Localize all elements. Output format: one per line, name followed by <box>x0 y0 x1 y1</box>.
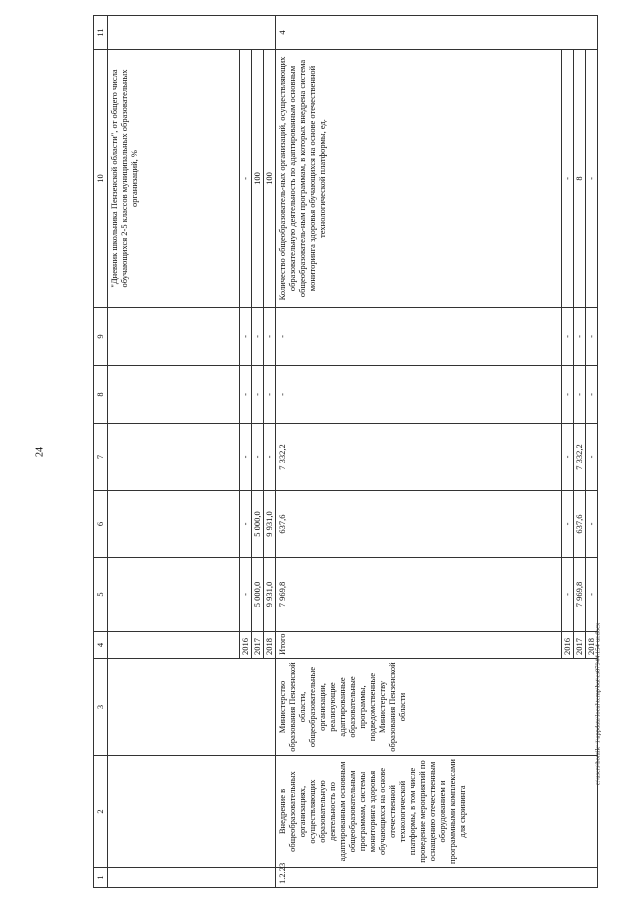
header-cell: 6 <box>94 491 108 558</box>
header-cell: 3 <box>94 659 108 756</box>
value-cell: - <box>264 366 276 424</box>
header-row <box>94 16 108 888</box>
value-cell: - <box>586 366 598 424</box>
value-cell: 7 969,8 <box>574 558 586 632</box>
value-cell: - <box>562 424 574 491</box>
cell-empty <box>108 632 240 659</box>
value-cell: - <box>276 366 562 424</box>
value-cell: - <box>574 308 586 366</box>
item-number: 1.2.23 <box>276 868 598 888</box>
activity-description: Внедрение в общеобразовательных организациях, осуществляющих образовательную деятельность по адаптированным основным общеобразовательным программам, системы мониторинга здоровья обучающихся на основе отечественной технологической платформы, в том числе проведение мероприятий по оснащению отечественным оборудованием и программными комплексами для скрининга <box>276 756 598 868</box>
cell-empty <box>108 424 240 491</box>
value-cell: 100 <box>264 50 276 308</box>
header-cell: 2 <box>94 756 108 868</box>
value-cell: 8 <box>574 50 586 308</box>
value-cell: - <box>264 424 276 491</box>
year-cell: 2017 <box>574 632 586 659</box>
value-cell: - <box>586 50 598 308</box>
value-cell: - <box>240 366 252 424</box>
value-cell: - <box>240 424 252 491</box>
header-cell: 9 <box>94 308 108 366</box>
value-cell: 637,6 <box>276 491 562 558</box>
year-cell: 2018 <box>586 632 598 659</box>
header-cell: 1 <box>94 868 108 888</box>
value-cell: - <box>562 558 574 632</box>
cell-empty <box>108 756 276 868</box>
cell-empty <box>108 366 240 424</box>
header-cell: 4 <box>94 632 108 659</box>
footer-file-path: c:\users\borzik~1\appdata\local\temp\bat\es87944\154-ur.docx <box>594 622 602 786</box>
indicator-description: "Дневник школьника Пензенской области", от общего числа обучающихся 2-5 классов муниципальных образовательных организаций, % <box>108 50 240 308</box>
table-wrapper <box>93 16 597 888</box>
value-cell: 9 931,0 <box>264 491 276 558</box>
program-table <box>93 15 598 888</box>
value-cell: - <box>240 491 252 558</box>
value-cell: - <box>586 491 598 558</box>
value-cell: - <box>562 308 574 366</box>
rotated-page <box>93 16 597 888</box>
value-cell: - <box>574 366 586 424</box>
value-cell: - <box>252 308 264 366</box>
value-cell: - <box>240 558 252 632</box>
value-cell: 5 000,0 <box>252 558 264 632</box>
value-cell: - <box>252 366 264 424</box>
value-cell: 9 931,0 <box>264 558 276 632</box>
year-cell: 2016 <box>240 632 252 659</box>
value-cell: - <box>586 424 598 491</box>
total-label: Итого <box>276 632 562 659</box>
header-cell: 11 <box>94 16 108 50</box>
value-cell: - <box>562 50 574 308</box>
header-cell: 7 <box>94 424 108 491</box>
value-cell: 7 332,2 <box>276 424 562 491</box>
item-row <box>276 16 562 888</box>
cell-empty <box>108 308 240 366</box>
value-cell: 7 332,2 <box>574 424 586 491</box>
value-cell: - <box>586 308 598 366</box>
value-cell: - <box>240 308 252 366</box>
value-cell: - <box>252 424 264 491</box>
year-cell: 2017 <box>252 632 264 659</box>
value-cell: 7 969,8 <box>276 558 562 632</box>
indicator-description: Количество общеобразователь-ных организаций, осуществляющих образовательную деятельность по адаптированным основным общеобразователь-ным программам, в которых внедрена система мониторинга здоровья обучающихся на основе отечественной технологической платформы, ед. <box>276 50 562 308</box>
value-cell: - <box>276 308 562 366</box>
value-cell: 5 000,0 <box>252 491 264 558</box>
value-cell: - <box>240 50 252 308</box>
header-cell: 8 <box>94 366 108 424</box>
executor: Министерство образования Пензенской области, общеобразовательные организации, реализующие адаптированные образовательные программы, подведомственные Министерству образования Пензенской области <box>276 659 598 756</box>
value-cell: 100 <box>252 50 264 308</box>
cell-empty <box>108 868 276 888</box>
year-cell: 2018 <box>264 632 276 659</box>
year-cell: 2016 <box>562 632 574 659</box>
header-cell: 5 <box>94 558 108 632</box>
value-cell: 4 <box>276 16 598 50</box>
header-cell: 10 <box>94 50 108 308</box>
value-cell: - <box>562 491 574 558</box>
page-number: 24 <box>34 447 46 457</box>
cell-empty <box>108 558 240 632</box>
cell-empty <box>108 16 276 50</box>
value-cell: - <box>562 366 574 424</box>
cell-empty <box>108 659 276 756</box>
cell-empty <box>108 491 240 558</box>
value-cell: - <box>586 558 598 632</box>
value-cell: 637,6 <box>574 491 586 558</box>
value-cell: - <box>264 308 276 366</box>
continued-row <box>108 16 240 888</box>
